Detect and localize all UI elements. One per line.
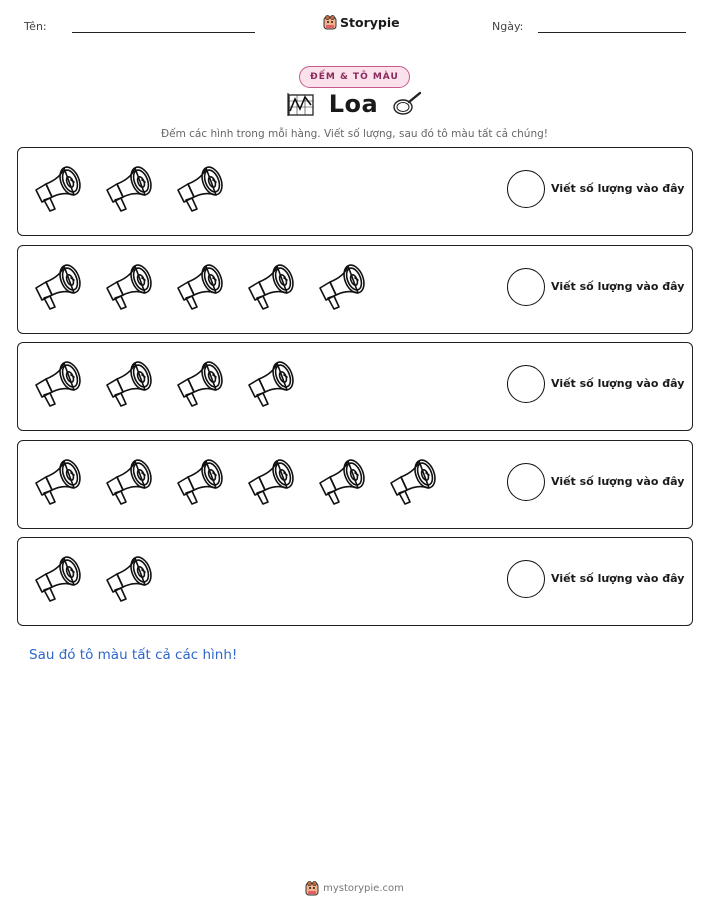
name-label: Tên: xyxy=(24,20,47,33)
megaphone-item xyxy=(30,453,88,511)
megaphone-item xyxy=(101,550,159,608)
megaphone-icon xyxy=(101,160,159,218)
write-count-label: Viết số lượng vào đây xyxy=(551,279,685,293)
title-row xyxy=(0,90,709,118)
megaphone-icon xyxy=(172,355,230,413)
instruction-text: Đếm các hình trong mỗi hàng. Viết số lượng, sau đó tô màu tất cả chúng! xyxy=(160,128,548,140)
count-row xyxy=(17,537,693,626)
megaphone-icon xyxy=(243,258,301,316)
megaphone-item xyxy=(172,355,230,413)
count-row xyxy=(17,147,693,236)
megaphone-item xyxy=(30,355,88,413)
chart-icon xyxy=(287,91,315,117)
badge-wrap xyxy=(0,66,709,88)
megaphone-icon xyxy=(101,550,159,608)
megaphone-icon xyxy=(314,258,372,316)
answer-circle[interactable] xyxy=(507,170,545,208)
write-count-label: Viết số lượng vào đây xyxy=(551,182,685,195)
megaphone-item xyxy=(101,355,159,413)
count-row xyxy=(17,245,693,334)
megaphone-icon xyxy=(172,160,230,218)
megaphone-icon xyxy=(101,355,159,413)
megaphone-icon xyxy=(30,160,88,218)
mascot-icon xyxy=(323,14,337,30)
write-count-label: Viết số lượng vào đây xyxy=(551,474,685,488)
write-count-label: Viết số lượng vào đây xyxy=(551,377,685,390)
write-count-label: Viết số lượng vào đây xyxy=(551,572,685,585)
count-row xyxy=(17,440,693,529)
brand-name: Storypie xyxy=(340,14,400,30)
name-line[interactable] xyxy=(72,32,255,33)
date-label: Ngày: xyxy=(492,20,524,33)
megaphone-icon xyxy=(30,258,88,316)
megaphone-item xyxy=(243,355,301,413)
megaphone-icon xyxy=(314,453,372,511)
megaphone-item xyxy=(243,453,301,511)
date-line[interactable] xyxy=(538,32,686,33)
answer-circle[interactable] xyxy=(507,365,545,403)
megaphone-item xyxy=(314,258,372,316)
frying-pan-icon xyxy=(392,91,422,117)
megaphone-icon xyxy=(30,550,88,608)
megaphone-item xyxy=(172,160,230,218)
megaphone-icon xyxy=(30,453,88,511)
megaphone-icon xyxy=(101,258,159,316)
answer-circle[interactable] xyxy=(507,560,545,598)
activity-badge: ĐẾM & TÔ MÀU xyxy=(299,66,410,88)
megaphone-item xyxy=(30,550,88,608)
megaphone-item xyxy=(30,160,88,218)
megaphone-icon xyxy=(30,355,88,413)
megaphone-icon xyxy=(172,453,230,511)
answer-circle[interactable] xyxy=(507,463,545,501)
megaphone-item xyxy=(101,258,159,316)
megaphone-item xyxy=(30,258,88,316)
megaphone-icon xyxy=(385,453,443,511)
footer-brand xyxy=(0,880,709,896)
megaphone-icon xyxy=(101,453,159,511)
megaphone-item xyxy=(243,258,301,316)
megaphone-item xyxy=(101,160,159,218)
megaphone-item xyxy=(172,453,230,511)
megaphone-icon xyxy=(243,355,301,413)
page-title: Loa xyxy=(328,90,379,118)
megaphone-item xyxy=(385,453,443,511)
megaphone-item xyxy=(172,258,230,316)
megaphone-icon xyxy=(243,453,301,511)
mascot-icon xyxy=(305,880,319,896)
answer-circle[interactable] xyxy=(507,268,545,306)
footer-instruction: Sau đó tô màu tất cả các hình! xyxy=(29,647,238,663)
brand-logo xyxy=(323,14,400,30)
megaphone-icon xyxy=(172,258,230,316)
megaphone-item xyxy=(101,453,159,511)
count-row xyxy=(17,342,693,431)
footer-site: mystorypie.com xyxy=(323,882,404,894)
megaphone-item xyxy=(314,453,372,511)
